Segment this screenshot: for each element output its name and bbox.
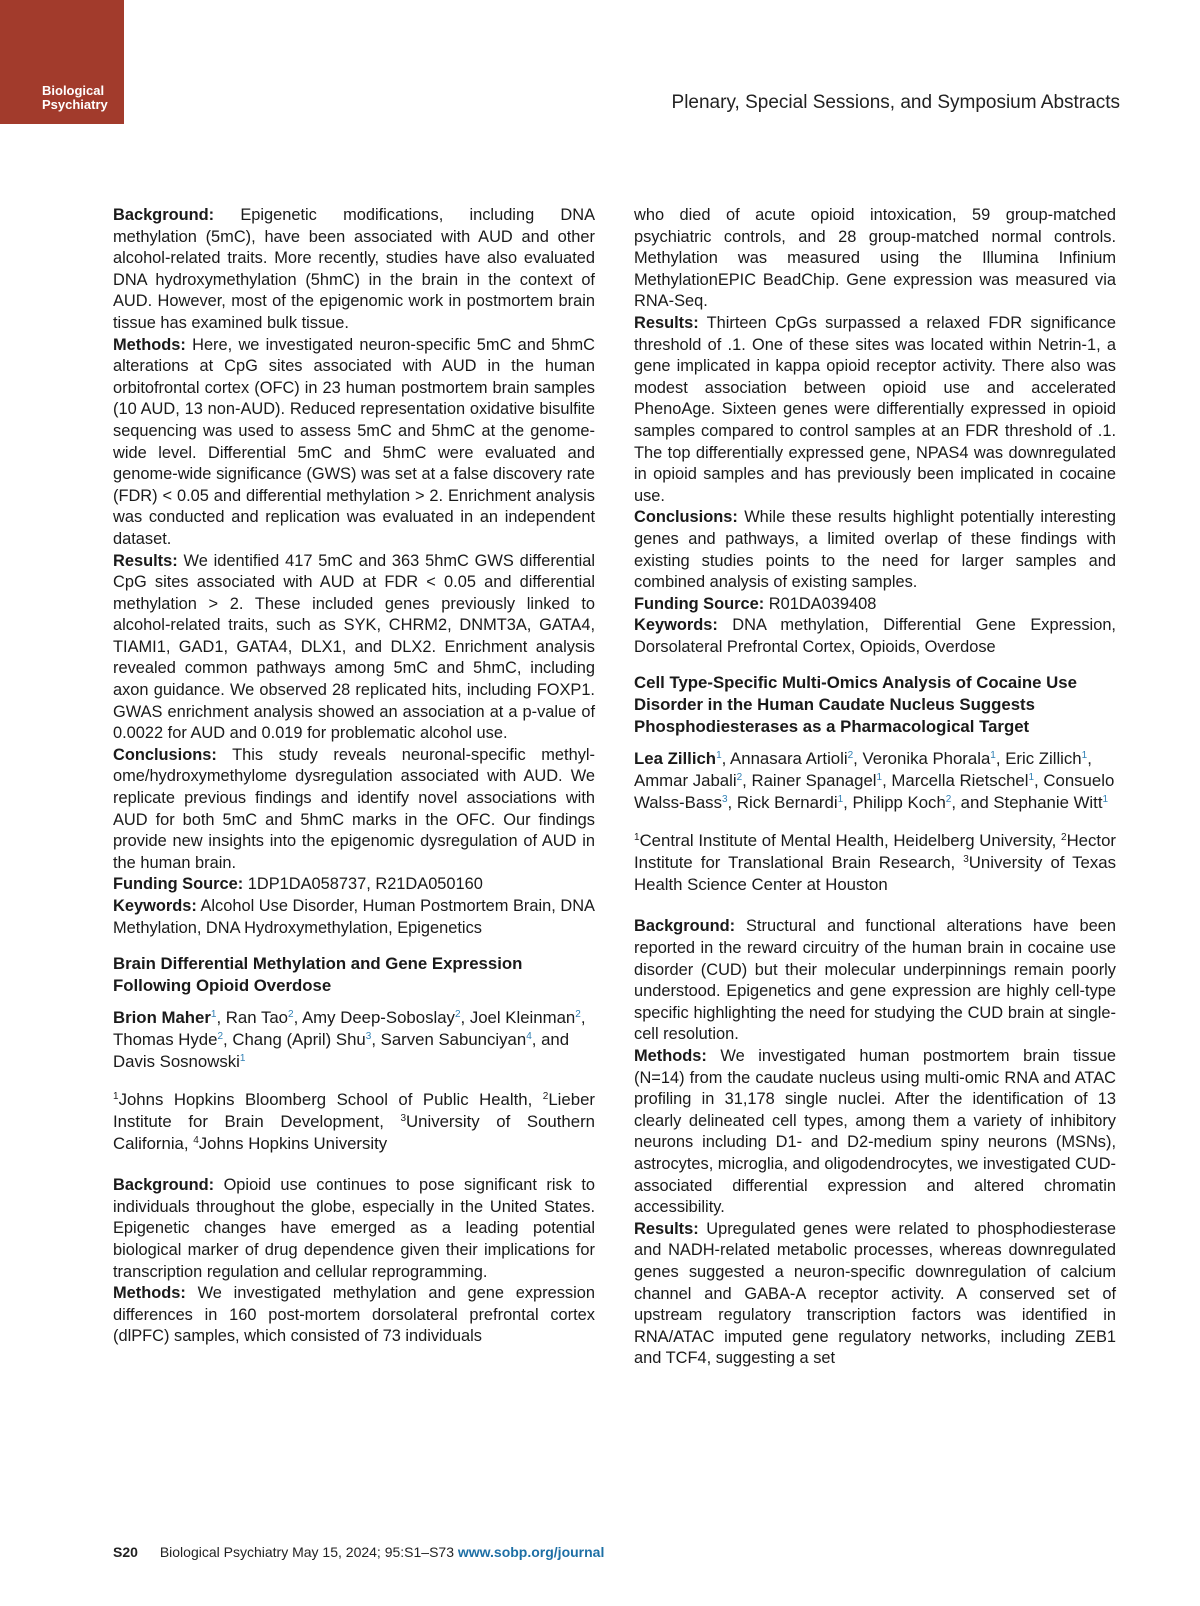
affiliation-number: 4	[193, 1135, 199, 1147]
author-name: Veronika Phorala	[862, 749, 991, 769]
author-separator: ,	[843, 793, 853, 813]
abstract1-keywords: Keywords: Alcohol Use Disorder, Human Postmortem Brain, DNA Methylation, DNA Hydroxymethylation, Epigenetics	[113, 897, 595, 937]
author-separator: ,	[1034, 771, 1044, 791]
abstract2-methods: Methods: We investigated methylation and gene expression differences in 160 post-mortem dorsolateral prefrontal cortex (dlPFC) samples, which consisted of 73 individuals	[113, 1284, 595, 1346]
affiliation-number: 1	[634, 832, 640, 844]
author-name: Ammar Jabali	[634, 771, 737, 791]
right-column	[634, 205, 1116, 1370]
author-separator: ,	[460, 1008, 470, 1028]
abstract1-funding: Funding Source: 1DP1DA058737, R21DA050160	[113, 875, 483, 894]
abstract1-results: Results: We identified 417 5mC and 363 5hmC GWS differential CpG sites associated with AUD at FDR < 0.05 and differential methylation > 2. These included genes previously linked to alcohol-related traits, such as SYK, CHRM2, DNMT3A, GATA4, TIAMI1, GAD1, GATA4, DLX1, and DLX2. Enrichment analysis revealed common pathways among 5mC and 5hmC, including axon guidance. We observed 28 replicated hits, including FOXP1. GWAS enrichment analysis showed an association at a p-value of 0.0022 for AUD and 0.019 for problematic alcohol use.	[113, 551, 595, 743]
abstract2-affiliations	[113, 1089, 595, 1155]
author-separator: ,	[853, 749, 863, 769]
running-head: Plenary, Special Sessions, and Symposium Abstracts	[671, 92, 1120, 113]
journal-link[interactable]: www.sobp.org/journal	[457, 1544, 605, 1560]
journal-name: Biological Psychiatry	[42, 83, 108, 112]
affiliation-number: 2	[542, 1091, 549, 1103]
author-affiliation-marker: 2	[575, 1009, 581, 1021]
author-separator: ,	[882, 771, 892, 791]
author-name: Consuelo Walss-Bass	[634, 771, 1115, 813]
affiliation-text: University of Texas Health Science Center at Houston	[634, 853, 1116, 895]
journal-citation: Biological Psychiatry May 15, 2024; 95:S1–S73	[159, 1544, 454, 1560]
author-affiliation-marker: 2	[217, 1031, 224, 1043]
affiliation-text: Lieber Institute for Brain Development,	[113, 1090, 595, 1132]
author-affiliation-marker: 1	[1081, 750, 1088, 762]
abstract2-background: Background: Opioid use continues to pose significant risk to individuals throughout the globe, especially in the United States. Epigenetic changes have emerged as a leading potential biological marker of drug dependence given their implications for transcription regulation and cellular reprogramming.	[113, 1176, 595, 1281]
author-name: Brion Maher	[113, 1008, 211, 1028]
author-affiliation-marker: 1	[990, 750, 996, 762]
author-separator: ,	[721, 749, 731, 769]
author-separator: ,	[223, 1030, 233, 1050]
author-separator: ,	[1087, 749, 1092, 769]
abstract1-methods: Methods: Here, we investigated neuron-specific 5mC and 5hmC alterations at CpG sites associated with AUD in the human orbitofrontal cortex (OFC) in 23 human postmortem brain samples (10 AUD, 13 non-AUD). Reduced representation oxidative bisulfite sequencing was used to assess 5mC and 5hmC at the genome-wide level. Differential 5mC and 5hmC were evaluated and genome-wide significance (GWS) was set at a false discovery rate (FDR) < 0.05 and differential methylation > 2. Enrichment analysis was conducted and replication was evaluated in an independent dataset.	[113, 335, 595, 548]
page-number: S20	[113, 1544, 138, 1560]
abstract3-affiliations	[634, 830, 1116, 896]
author-affiliation-marker: 4	[526, 1031, 532, 1043]
affiliation-number: 1	[113, 1091, 119, 1103]
author-name: Rick Bernardi	[736, 793, 838, 813]
affiliation-number: 3	[400, 1113, 407, 1125]
affiliation-text: Hector Institute for Translational Brain Research,	[634, 831, 1116, 873]
author-separator: ,	[995, 749, 1006, 769]
affiliation-text: Central Institute of Mental Health, Heidelberg University,	[639, 831, 1061, 851]
author-affiliation-marker: 2	[736, 772, 743, 784]
abstract2-conclusions: Conclusions: While these results highlight potentially interesting genes and pathways, a limited overlap of these findings with existing studies points to the need for larger samples and combined analysis of existing samples.	[634, 508, 1116, 592]
journal-tab	[0, 0, 124, 124]
abstract2-keywords: Keywords: DNA methylation, Differential Gene Expression, Dorsolateral Prefrontal Cortex, Opioids, Overdose	[634, 616, 1116, 656]
author-name: Chang (April) Shu	[232, 1030, 366, 1050]
author-separator: ,	[580, 1008, 586, 1028]
abstract3-methods: Methods: We investigated human postmortem brain tissue (N=14) from the caudate nucleus using multi-omic RNA and ATAC profiling in 31,178 single nuclei. After the identification of 13 clearly delineated cell types, among them a variety of inhibitory neurons including D1- and D2-medium spiny neurons (MSNs), astrocytes, microglia, and oligodendrocytes, we investigated CUD-associated differential expression and altered chromatin accessibility.	[634, 1047, 1116, 1217]
author-affiliation-marker: 2	[945, 794, 952, 806]
abstract3-results: Results: Upregulated genes were related to phosphodiesterase and NADH-related metabolic processes, whereas downregulated genes suggested a neuron-specific downregulation of calcium channel and GABA-A receptor activity. A conserved set of upstream regulatory transcription factors was identified in RNA/ATAC imputed gene regulatory networks, including ZEB1 and TCF4, suggesting a set	[634, 1219, 1116, 1368]
author-affiliation-marker: 1	[1102, 794, 1109, 806]
author-affiliation-marker: 2	[454, 1009, 461, 1021]
author-affiliation-marker: 1	[1028, 772, 1035, 784]
abstract3-title: Cell Type-Specific Multi-Omics Analysis of Cocaine Use Disorder in the Human Caudate Nucleus Suggests Phosphodiesterases as a Pharmacological Target	[634, 673, 1077, 737]
author-affiliation-marker: 1	[239, 1053, 246, 1065]
author-name: Lea Zillich	[634, 749, 717, 769]
abstract2-title: Brain Differential Methylation and Gene Expression Following Opioid Overdose	[113, 954, 523, 996]
abstract2-methods-continued: who died of acute opioid intoxication, 59 group-matched psychiatric controls, and 28 group-matched normal controls. Methylation was measured using the Illumina Infinium MethylationEPIC BeadChip. Gene expression was measured via RNA-Seq.	[634, 206, 1116, 311]
abstract3-authors	[634, 748, 1116, 814]
author-separator: ,	[293, 1008, 302, 1028]
author-name: Philipp Koch	[852, 793, 946, 813]
affiliation-text: Johns Hopkins University	[198, 1134, 388, 1154]
abstract2-authors	[113, 1007, 595, 1073]
abstract1-background: Background: Epigenetic modifications, including DNA methylation (5mC), have been associated with AUD and other alcohol-related traits. More recently, studies have also evaluated DNA hydroxymethylation (5hmC) in the brain in the context of AUD. However, most of the epigenomic work in postmortem brain tissue has examined bulk tissue.	[113, 206, 595, 332]
author-separator: ,	[727, 793, 737, 813]
author-name: Joel Kleinman	[469, 1008, 576, 1028]
author-name: Ran Tao	[225, 1008, 288, 1028]
author-name: Eric Zillich	[1005, 749, 1082, 769]
affiliation-text: Johns Hopkins Bloomberg School of Public Health,	[118, 1090, 543, 1110]
author-affiliation-marker: 2	[288, 1009, 294, 1021]
affiliation-text: University of Southern California,	[113, 1112, 595, 1154]
author-name: Annasara Artioli	[730, 749, 848, 769]
author-affiliation-marker: 3	[721, 794, 728, 806]
author-affiliation-marker: 2	[847, 750, 854, 762]
author-separator: ,	[371, 1030, 381, 1050]
page-footer	[113, 1544, 604, 1560]
abstract3-background: Background: Structural and functional alterations have been reported in the reward circuitry of the human brain in cocaine use disorder (CUD) but their molecular underpinnings remain poorly understood. Epigenetics and gene expression are highly cell-type specific highlighting the need for studying the CUD brain at single-cell resolution.	[634, 917, 1116, 1044]
abstract2-funding: Funding Source: R01DA039408	[634, 594, 877, 613]
abstract2-results: Results: Thirteen CpGs surpassed a relaxed FDR significance threshold of .1. One of these sites was located within Netrin-1, a gene implicated in kappa opioid receptor activity. There also was modest association between opioid use and accelerated PhenoAge. Sixteen genes were differentially expressed in opioid samples compared to control samples at an FDR threshold of .1. The top differentially expressed gene, NPAS4 was downregulated in opioid samples and has previously been implicated in cocaine use.	[634, 313, 1116, 505]
author-affiliation-marker: 1	[876, 772, 883, 784]
author-separator: , and	[951, 793, 994, 813]
author-affiliation-marker: 1	[210, 1009, 217, 1021]
left-column	[113, 205, 595, 1348]
author-affiliation-marker: 1	[716, 750, 722, 762]
author-separator: ,	[216, 1008, 226, 1028]
affiliation-number: 2	[1061, 832, 1067, 844]
author-name: Thomas Hyde	[113, 1030, 218, 1050]
author-separator: ,	[742, 771, 752, 791]
author-name: Amy Deep-Soboslay	[301, 1008, 455, 1028]
author-name: Stephanie Witt	[993, 793, 1103, 813]
author-name: Davis Sosnowski	[113, 1052, 240, 1072]
author-affiliation-marker: 3	[365, 1031, 372, 1043]
author-name: Rainer Spanagel	[751, 771, 877, 791]
author-name: Marcella Rietschel	[891, 771, 1029, 791]
author-separator: , and	[531, 1030, 570, 1050]
affiliation-number: 3	[963, 854, 969, 866]
abstract1-conclusions: Conclusions: This study reveals neuronal-specific methylome/hydroxymethylome dysregulation associated with AUD. We replicate previous findings and identify novel associations with AUD for both 5mC and 5hmC marks in the OFC. Our findings provide new insights into the epigenomic dysregulation of AUD in the human brain.	[113, 745, 595, 872]
author-affiliation-marker: 1	[837, 794, 844, 806]
author-name: Sarven Sabunciyan	[380, 1030, 527, 1050]
